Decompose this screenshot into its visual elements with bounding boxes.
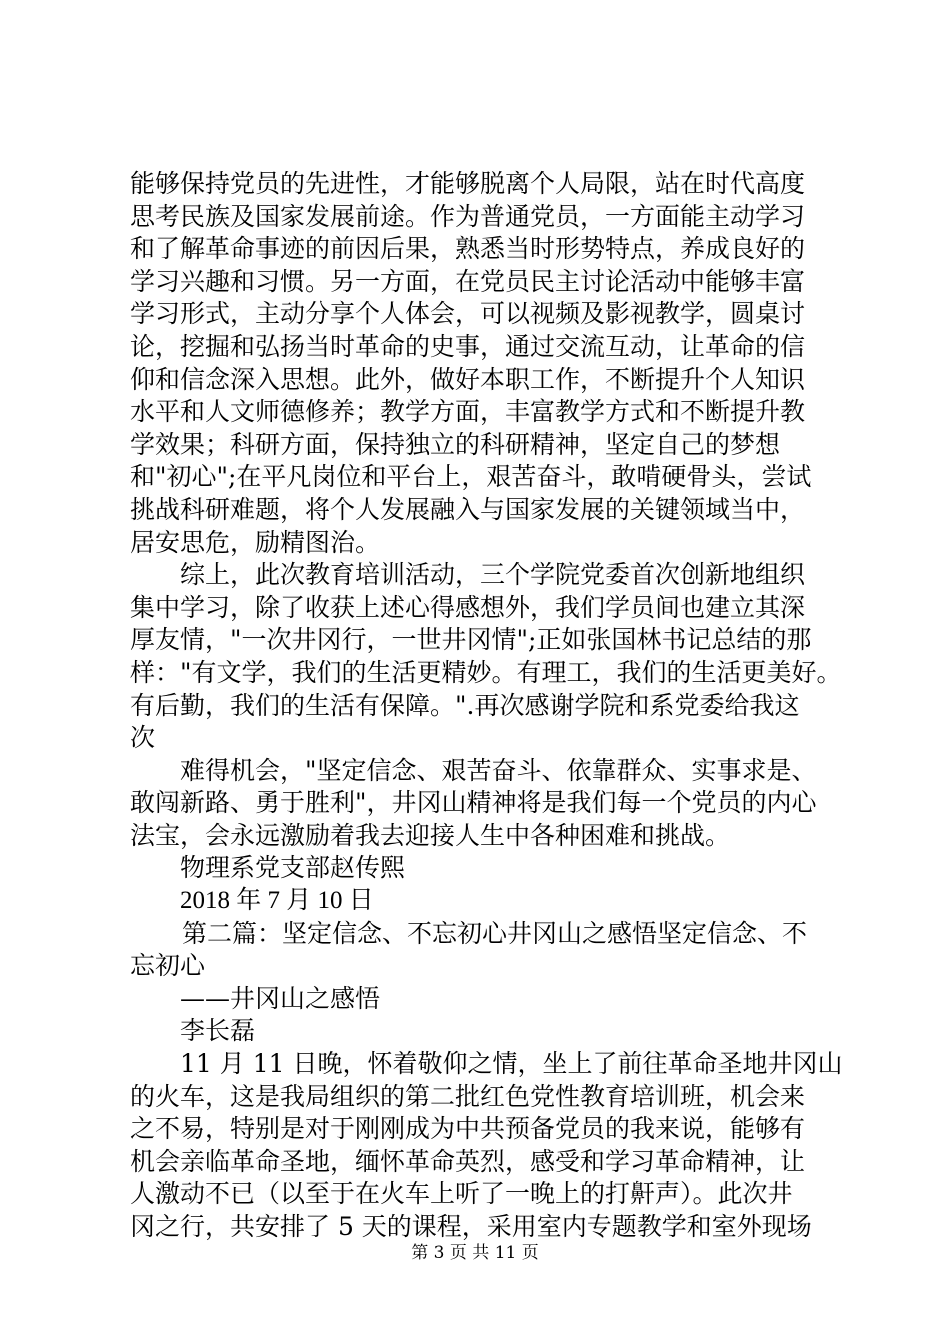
signature-line: 物理系党支部赵传熙 <box>180 853 406 883</box>
document-body <box>130 168 850 1244</box>
text-line: 水平和人文师德修养；教学方面，丰富教学方式和不断提升教 <box>130 397 806 427</box>
text-line: 能够保持党员的先进性，才能够脱离个人局限，站在时代高度 <box>130 169 806 198</box>
text-line: 法宝，会永远激励着我去迎接人生中各种困难和挑战。 <box>130 820 731 850</box>
text-line: 学习形式，主动分享个人体会，可以视频及影视教学，圆桌讨 <box>130 299 806 329</box>
text-line: 敢闯新路、勇于胜利"，井冈山精神将是我们每一个党员的内心 <box>130 788 817 818</box>
text-line: 和"初心";在平凡岗位和平台上，艰苦奋斗，敢啃硬骨头，尝试 <box>130 462 812 492</box>
text-line: 样："有文学，我们的生活更精妙。有理工，我们的生活更美好。 <box>130 657 842 687</box>
text-line: 居安思危，励精图治。 <box>130 527 381 557</box>
paragraph-start-line: 11 月 11 日晚，怀着敬仰之情，坐上了前往革命圣地井冈山 <box>180 1049 843 1079</box>
text-line: 厚友情，"一次井冈行，一世井冈情";正如张国林书记总结的那 <box>130 625 812 655</box>
date-line: 2018 年 7 月 10 日 <box>180 887 374 915</box>
text-line: 思考民族及国家发展前途。作为普通党员，一方面能主动学习 <box>130 201 806 231</box>
text-line: 挑战科研难题，将个人发展融入与国家发展的关键领域当中， <box>130 494 806 524</box>
text-line: 仰和信念深入思想。此外，做好本职工作，不断提升个人知识 <box>130 364 806 394</box>
text-line: 论，挖掘和弘扬当时革命的史事，通过交流互动，让革命的信 <box>130 331 806 361</box>
text-line: 有后勤，我们的生活有保障。".再次感谢学院和系党委给我这 <box>130 690 800 720</box>
text-line: 冈之行，共安排了 5 天的课程，采用室内专题教学和室外现场 <box>130 1212 812 1241</box>
text-line: 的火车，这是我局组织的第二批红色党性教育培训班，机会来 <box>130 1081 806 1111</box>
text-line: 次 <box>130 723 156 753</box>
author-line: 李长磊 <box>180 1016 256 1046</box>
text-line: 和了解革命事迹的前因后果，熟悉当时形势特点，养成良好的 <box>130 234 806 264</box>
page-footer: 第 3 页 共 11 页 <box>411 1243 539 1263</box>
text-line: 人激动不已（以至于在火车上听了一晚上的打鼾声）。此次井 <box>130 1179 793 1209</box>
text-line: 学习兴趣和习惯。另一方面，在党员民主讨论活动中能够丰富 <box>130 266 806 296</box>
section-title-line: 忘初心 <box>130 951 206 981</box>
subtitle-line: ——井冈山之感悟 <box>180 983 381 1013</box>
paragraph-start-line: 综上，此次教育培训活动，三个学院党委首次创新地组织 <box>180 560 806 590</box>
text-line: 学效果；科研方面，保持独立的科研精神，坚定自己的梦想 <box>130 429 781 459</box>
text-line: 机会亲临革命圣地，缅怀革命英烈，感受和学习革命精神，让 <box>130 1146 806 1176</box>
text-line: 集中学习，除了收获上述心得感想外，我们学员间也建立其深 <box>130 592 806 622</box>
text-line: 之不易，特别是对于刚刚成为中共预备党员的我来说，能够有 <box>130 1114 806 1144</box>
section-title-line: 第二篇：坚定信念、不忘初心井冈山之感悟坚定信念、不 <box>182 918 808 948</box>
paragraph-start-line: 难得机会，"坚定信念、艰苦奋斗、依靠群众、实事求是、 <box>180 755 817 785</box>
